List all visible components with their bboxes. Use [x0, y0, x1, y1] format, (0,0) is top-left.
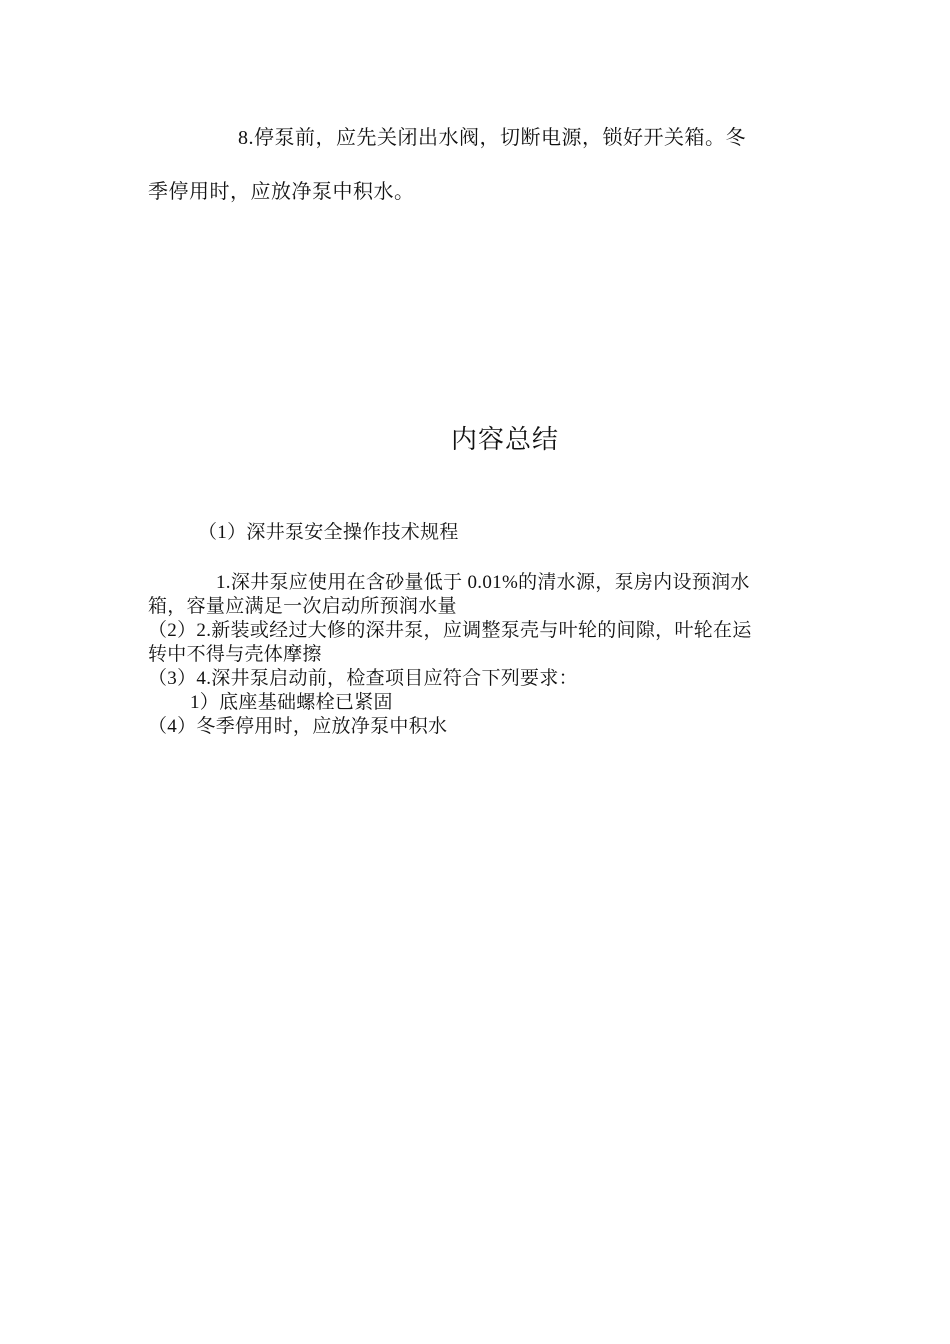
- summary-item-2-line-1: （2）2.新装或经过大修的深井泵，应调整泵壳与叶轮的间隙，叶轮在运: [148, 620, 752, 641]
- summary-item-2-line-2: 转中不得与壳体摩擦: [148, 644, 322, 665]
- summary-item-3: （3）4.深井泵启动前，检查项目应符合下列要求：: [148, 668, 578, 689]
- summary-item-1-text-line-1: 1.深井泵应使用在含砂量低于 0.01%的清水源，泵房内设预润水: [216, 572, 750, 593]
- paragraph-8-line-2: 季停用时，应放净泵中积水。: [148, 181, 415, 203]
- paragraph-8-line-1: 8.停泵前，应先关闭出水阀，切断电源，锁好开关箱。冬: [238, 127, 746, 149]
- summary-item-1-heading: （1）深井泵安全操作技术规程: [198, 522, 459, 543]
- summary-title: 内容总结: [450, 425, 559, 454]
- summary-item-1-text-line-2: 箱，容量应满足一次启动所预润水量: [148, 596, 457, 617]
- summary-item-3-subitem-1: 1）底座基础螺栓已紧固: [190, 692, 393, 713]
- summary-item-4: （4）冬季停用时，应放净泵中积水: [148, 716, 448, 737]
